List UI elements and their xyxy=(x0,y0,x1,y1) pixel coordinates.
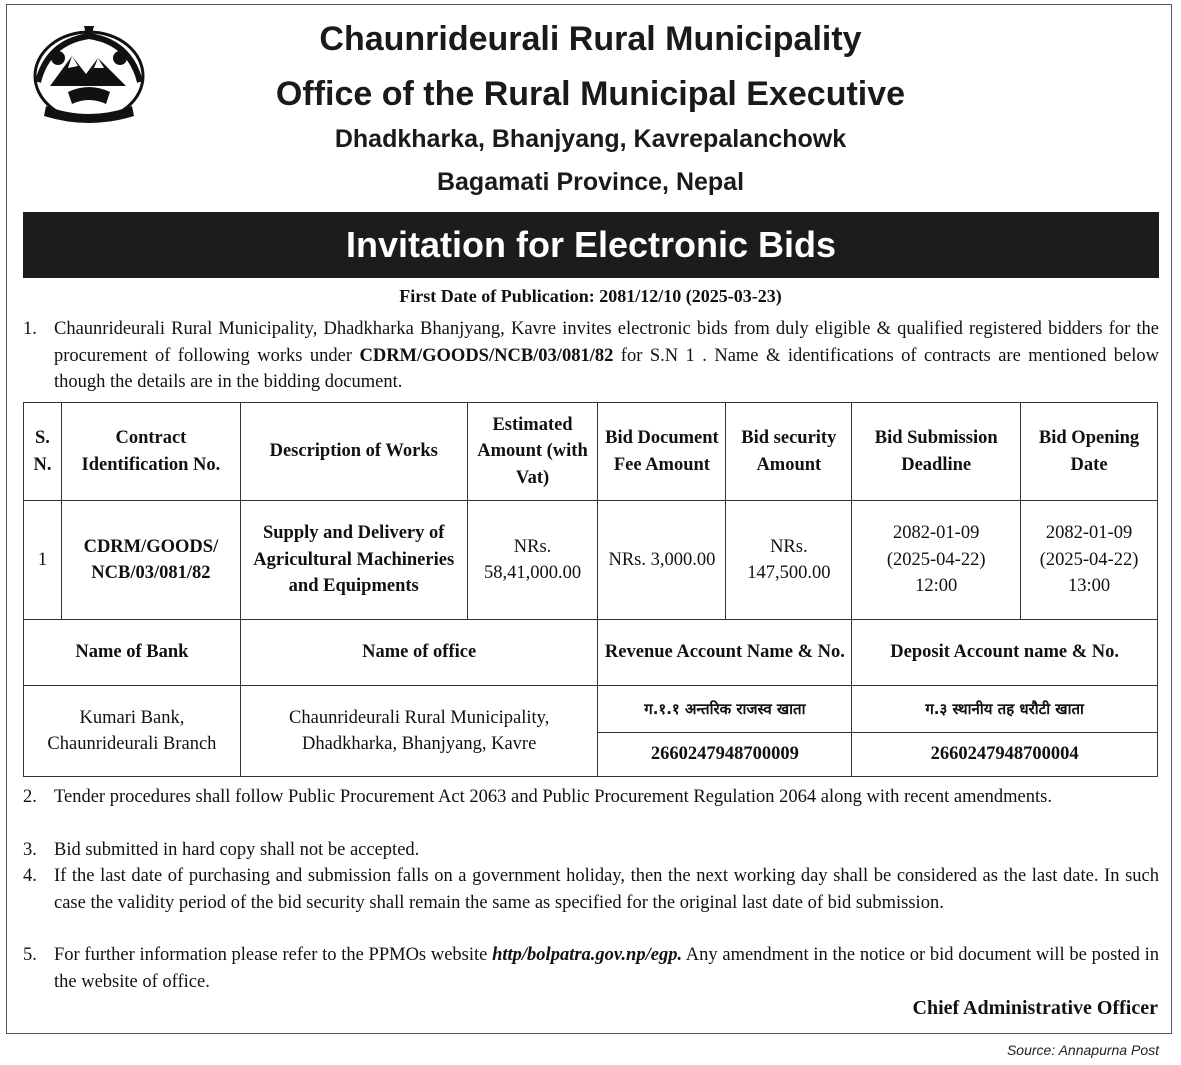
header-security: Bid security Amount xyxy=(726,403,852,501)
opening-time: 13:00 xyxy=(1067,576,1111,597)
ppmo-website-link[interactable]: http/bolpatra.gov.np/egp. xyxy=(492,945,683,965)
header-bank: Name of Bank xyxy=(24,620,241,686)
clause-text: Bid submitted in hard copy shall not be accepted. xyxy=(54,840,420,860)
submission-date-ad: (2025-04-22) xyxy=(886,549,986,570)
header-revenue: Revenue Account Name & No. xyxy=(598,620,852,686)
clause-5 xyxy=(23,942,1159,995)
clause-number: 5. xyxy=(23,945,37,965)
clause-text-part: for S.N 1 . Name & identifications of contracts are mentioned below though the details are in the bidding document. xyxy=(54,345,1160,392)
header-submission: Bid Submission Deadline xyxy=(852,403,1021,501)
cell-estimated: NRs. 58,41,000.00 xyxy=(467,501,598,620)
notice-banner: Invitation for Electronic Bids xyxy=(23,212,1159,278)
cell-revenue-name: ग.१.१ अन्तरिक राजस्व खाता xyxy=(598,686,852,733)
header-sn: S. N. xyxy=(24,403,62,501)
municipality-title: Chaunrideurali Rural Municipality xyxy=(319,20,862,58)
cell-contract-id: CDRM/GOODS/ NCB/03/081/82 xyxy=(61,501,240,620)
header-opening: Bid Opening Date xyxy=(1021,403,1158,501)
cell-deposit-no: 2660247948700004 xyxy=(852,733,1158,777)
cell-deposit-name: ग.३ स्थानीय तह धरौटी खाता xyxy=(852,686,1158,733)
header-doc-fee: Bid Document Fee Amount xyxy=(598,403,726,501)
clause-text xyxy=(54,942,1159,995)
table-row xyxy=(24,686,1158,733)
procurement-reference: CDRM/GOODS/NCB/03/081/82 xyxy=(359,345,614,366)
clause-number: 3. xyxy=(23,840,37,860)
cell-description: Supply and Delivery of Agricultural Machineries and Equipments xyxy=(240,501,467,620)
opening-date-ad: (2025-04-22) xyxy=(1039,549,1139,570)
table-row xyxy=(24,501,1158,620)
cell-office: Chaunrideurali Rural Municipality, Dhadkharka, Bhanjyang, Kavre xyxy=(240,686,598,777)
header-contract-id: Contract Identification No. xyxy=(61,403,240,501)
clause-text xyxy=(54,316,1159,396)
clause-2 xyxy=(23,784,1159,811)
cell-opening xyxy=(1021,501,1158,620)
cell-bank: Kumari Bank, Chaunrideurali Branch xyxy=(24,686,241,777)
cell-revenue-no: 2660247948700009 xyxy=(598,733,852,777)
clause-text: Tender procedures shall follow Public Procurement Act 2063 and Public Procurement Regulation 2064 along with recent amendments. xyxy=(54,787,1052,807)
header-estimated: Estimated Amount (with Vat) xyxy=(467,403,598,501)
submission-date: 2082-01-09 xyxy=(893,523,980,544)
signoff: Chief Administrative Officer xyxy=(912,997,1158,1019)
clause-4 xyxy=(23,863,1159,916)
office-address: Dhadkharka, Bhanjyang, Kavrepalanchowk xyxy=(334,125,847,153)
header-description: Description of Works xyxy=(240,403,467,501)
source-credit: Source: Annapurna Post xyxy=(1006,1042,1159,1058)
clause-text: If the last date of purchasing and submission falls on a government holiday, then the next working day shall be considered as the last date. In such case the validity period of the bid security shall remain the same as specified for the original last date of bid submission. xyxy=(54,866,1159,913)
clause-number: 2. xyxy=(23,787,37,807)
office-province: Bagamati Province, Nepal xyxy=(436,168,745,196)
cell-sn: 1 xyxy=(24,501,62,620)
clause-number: 4. xyxy=(23,866,37,886)
cell-submission xyxy=(852,501,1021,620)
cell-security: NRs. 147,500.00 xyxy=(726,501,852,620)
cell-doc-fee: NRs. 3,000.00 xyxy=(598,501,726,620)
clause-text-part: Chaunrideurali Rural Municipality, Dhadkharka Bhanjyang, Kavre invites electronic bids from duly eligible & qualified registered bidders for the procurement of following works under xyxy=(54,319,1159,366)
header-deposit: Deposit Account name & No. xyxy=(852,620,1158,686)
submission-time: 12:00 xyxy=(915,576,958,597)
publication-date: First Date of Publication: 2081/12/10 (2025-03-23) xyxy=(399,286,782,306)
bid-table xyxy=(23,402,1158,777)
clause-1 xyxy=(23,316,1159,396)
office-title: Office of the Rural Municipal Executive xyxy=(275,75,906,113)
clause-3 xyxy=(23,837,1159,864)
header-office: Name of office xyxy=(240,620,598,686)
opening-date: 2082-01-09 xyxy=(1045,523,1133,544)
clause-text-part: For further information please refer to the PPMOs website xyxy=(54,945,493,965)
clause-number: 1. xyxy=(23,319,37,339)
clause-text-part: Any amendment in the notice or bid document will be posted in the website of office. xyxy=(54,945,1159,992)
